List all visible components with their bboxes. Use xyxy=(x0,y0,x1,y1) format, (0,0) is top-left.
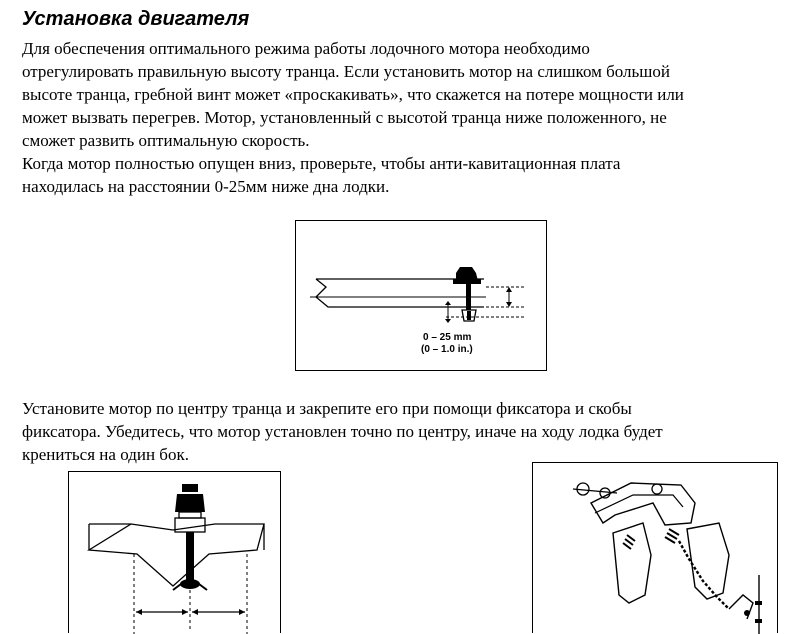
text-line: сможет развить оптимальную скорость. xyxy=(22,131,310,150)
text-line: Когда мотор полностью опущен вниз, проверьте, чтобы анти-кавитационная плата xyxy=(22,154,621,173)
height-label-in: (0 – 1.0 in.) xyxy=(421,344,473,355)
text-line: отрегулировать правильную высоту транца. Если установить мотор на слишком большой xyxy=(22,62,670,81)
page-title: Установка двигателя xyxy=(22,8,250,30)
text-line: может вызвать перегрев. Мотор, установленный с высотой транца ниже положенного, не xyxy=(22,108,667,127)
centering-paragraph xyxy=(22,397,810,466)
text-line: высоте транца, гребной винт может «проскакивать», что скажется на потере мощности или xyxy=(22,85,684,104)
clamp-bracket-figure xyxy=(532,462,778,633)
intro-paragraph xyxy=(22,37,810,198)
text-line: Установите мотор по центру транца и закрепите его при помощи фиксатора и скобы xyxy=(22,399,632,418)
text-line: крениться на один бок. xyxy=(22,445,189,464)
height-label-mm: 0 – 25 mm xyxy=(423,332,472,343)
text-line: находилась на расстоянии 0-25мм ниже дна лодки. xyxy=(22,177,390,196)
text-line: Для обеспечения оптимального режима работы лодочного мотора необходимо xyxy=(22,39,590,58)
transom-height-figure xyxy=(295,220,547,371)
transom-height-illustration xyxy=(296,221,545,369)
text-line: фиксатора. Убедитесь, что мотор установлен точно по центру, иначе на ходу лодка будет xyxy=(22,422,663,441)
clamp-bracket-illustration xyxy=(533,463,776,634)
motor-center-figure xyxy=(68,471,281,633)
motor-center-illustration xyxy=(69,472,279,634)
